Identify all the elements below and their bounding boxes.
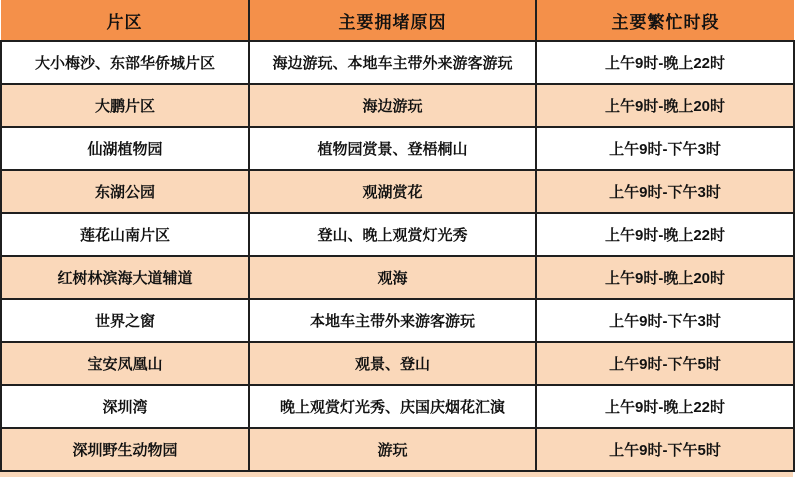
- table-row: [1, 385, 794, 428]
- cell-congestion-reason: 游玩: [249, 428, 536, 471]
- cell-busy-period: 上午9时-下午5时: [536, 342, 794, 385]
- column-header-congestion-reason: 主要拥堵原因: [249, 0, 536, 41]
- cell-congestion-reason: 海边游玩: [249, 84, 536, 127]
- table-row: [1, 170, 794, 213]
- cell-busy-period: 上午9时-下午3时: [536, 127, 794, 170]
- cell-congestion-reason: 晚上观赏灯光秀、庆国庆烟花汇演: [249, 385, 536, 428]
- cell-district: 莲花山南片区: [1, 213, 249, 256]
- column-header-busy-period: 主要繁忙时段: [536, 0, 794, 41]
- table-row: [1, 299, 794, 342]
- cell-district: 宝安凤凰山: [1, 342, 249, 385]
- cell-congestion-reason: 观湖赏花: [249, 170, 536, 213]
- cell-district: 深圳湾: [1, 385, 249, 428]
- table-row: [1, 342, 794, 385]
- cell-busy-period: 上午9时-晚上22时: [536, 213, 794, 256]
- table-row: [1, 41, 794, 84]
- cell-busy-period: 上午9时-晚上20时: [536, 256, 794, 299]
- cropped-next-row-sliver: [0, 472, 793, 477]
- cell-congestion-reason: 本地车主带外来游客游玩: [249, 299, 536, 342]
- table-row: [1, 428, 794, 471]
- cell-district: 红树林滨海大道辅道: [1, 256, 249, 299]
- cell-congestion-reason: 海边游玩、本地车主带外来游客游玩: [249, 41, 536, 84]
- table-row: [1, 84, 794, 127]
- cell-congestion-reason: 植物园赏景、登梧桐山: [249, 127, 536, 170]
- cell-congestion-reason: 观景、登山: [249, 342, 536, 385]
- cell-congestion-reason: 观海: [249, 256, 536, 299]
- cell-busy-period: 上午9时-下午5时: [536, 428, 794, 471]
- cell-busy-period: 上午9时-晚上22时: [536, 41, 794, 84]
- cell-district: 仙湖植物园: [1, 127, 249, 170]
- cell-district: 大鹏片区: [1, 84, 249, 127]
- cell-congestion-reason: 登山、晚上观赏灯光秀: [249, 213, 536, 256]
- cell-busy-period: 上午9时-下午3时: [536, 299, 794, 342]
- cell-district: 大小梅沙、东部华侨城片区: [1, 41, 249, 84]
- table-row: [1, 256, 794, 299]
- header-row: [1, 0, 794, 41]
- cell-district: 世界之窗: [1, 299, 249, 342]
- cell-district: 深圳野生动物园: [1, 428, 249, 471]
- cell-district: 东湖公园: [1, 170, 249, 213]
- cell-busy-period: 上午9时-下午3时: [536, 170, 794, 213]
- column-header-district: 片区: [1, 0, 249, 41]
- cell-busy-period: 上午9时-晚上22时: [536, 385, 794, 428]
- cell-busy-period: 上午9时-晚上20时: [536, 84, 794, 127]
- table-row: [1, 213, 794, 256]
- table-row: [1, 127, 794, 170]
